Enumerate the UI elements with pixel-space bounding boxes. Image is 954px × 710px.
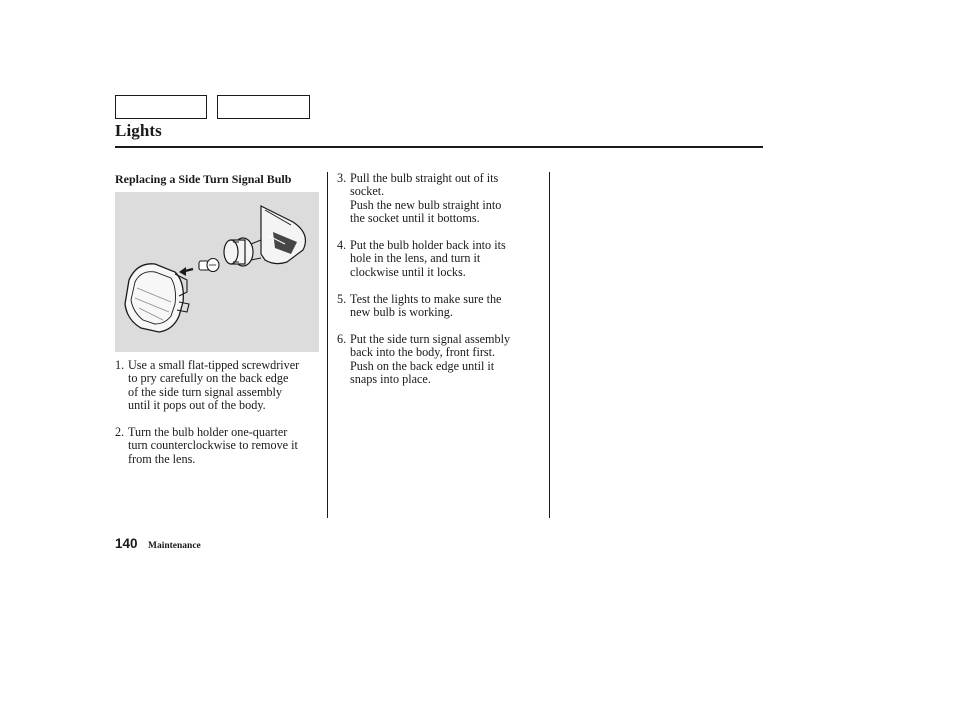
page-title: Lights	[115, 121, 162, 140]
section-label: Maintenance	[148, 541, 201, 551]
page-number: 140	[115, 536, 138, 551]
step-3	[337, 172, 542, 226]
step-text: Pull the bulb straight out of its socket. Push the new bulb straight into the socket until it bottoms.	[350, 171, 502, 226]
side-turn-signal-illustration	[115, 192, 319, 352]
step-1	[115, 359, 323, 413]
nav-tab-box-2[interactable]	[217, 95, 310, 119]
step-4	[337, 239, 542, 279]
step-5	[337, 293, 542, 320]
nav-tab-box-1[interactable]	[115, 95, 207, 119]
side-turn-signal-illustration-icon	[115, 192, 319, 352]
step-number: 3.	[337, 171, 347, 185]
step-text: Use a small flat-tipped screwdriver to pry carefully on the back edge of the side turn signal assembly until it pops out of the body.	[128, 358, 300, 413]
step-text: Put the side turn signal assembly back into the body, front first. Push on the back edge until it snaps into place.	[350, 331, 511, 387]
step-2	[115, 426, 323, 466]
steps-column-1	[115, 359, 323, 480]
step-text: Put the bulb holder back into its hole in the lens, and turn it clockwise until it locks.	[350, 238, 506, 279]
column-divider-1	[327, 172, 328, 518]
step-number: 6.	[337, 331, 347, 346]
step-number: 4.	[337, 238, 347, 253]
step-text: Test the lights to make sure the new bulb is working.	[350, 291, 502, 320]
step-number: 1.	[115, 358, 125, 372]
step-number: 2.	[115, 425, 125, 440]
step-text: Turn the bulb holder one-quarter turn counterclockwise to remove it from the lens.	[128, 425, 298, 466]
steps-column-2	[337, 172, 542, 400]
step-number: 5.	[337, 291, 347, 306]
arrow-icon	[179, 267, 193, 276]
section-heading: Replacing a Side Turn Signal Bulb	[115, 172, 292, 186]
column-divider-2	[549, 172, 550, 518]
step-6	[337, 333, 542, 387]
title-rule	[115, 146, 763, 148]
